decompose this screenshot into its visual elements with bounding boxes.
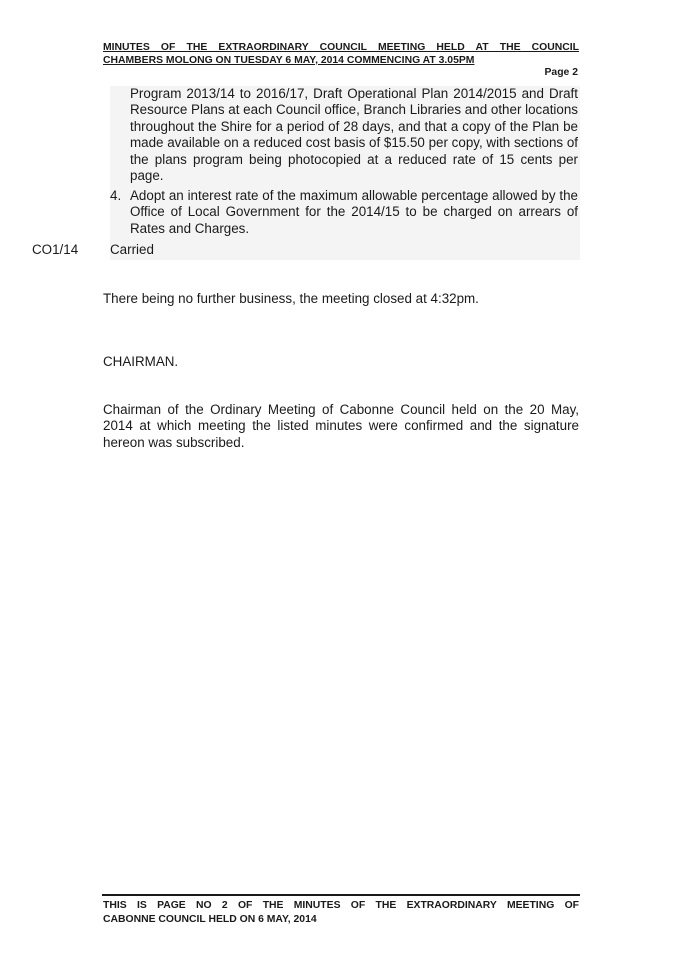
page-footer: [103, 899, 579, 927]
confirmation-paragraph: Chairman of the Ordinary Meeting of Cabonne Council held on the 20 May, 2014 at which meeting the listed minutes were confirmed and the signature hereon was subscribed.: [103, 402, 579, 450]
page-header: [103, 41, 579, 67]
resolution-reference: CO1/14: [32, 242, 79, 257]
item-4-number: 4.: [110, 188, 122, 203]
footer-line-1: THIS IS PAGE NO 2 OF THE MINUTES OF THE EXTRAORDINARY MEETING OF: [103, 900, 579, 911]
resolution-continued-text: Program 2013/14 to 2016/17, Draft Operational Plan 2014/2015 and Draft Resource Plans at each Council office, Branch Libraries and other locations throughout the Shire for a period of 28 days, and that a copy of the Plan be made available on a reduced cost basis of $15.50 per copy, with sections of the plans program being photocopied at a reduced rate of 15 cents per page.: [130, 86, 578, 184]
footer-line-2: CABONNE COUNCIL HELD ON 6 MAY, 2014: [103, 914, 317, 925]
item-4-text: Adopt an interest rate of the maximum allowable percentage allowed by the Office of Local Government for the 2014/15 to be charged on arrears of Rates and Charges.: [130, 188, 578, 236]
header-line-2: CHAMBERS MOLONG ON TUESDAY 6 MAY, 2014 COMMENCING AT 3.05PM: [103, 55, 475, 66]
footer-divider: [102, 894, 580, 896]
page-number: Page 2: [544, 67, 578, 78]
header-line-1: MINUTES OF THE EXTRAORDINARY COUNCIL MEETING HELD AT THE COUNCIL: [103, 42, 579, 53]
closing-statement: There being no further business, the meeting closed at 4:32pm.: [103, 291, 479, 306]
chairman-label: CHAIRMAN.: [103, 354, 179, 369]
resolution-status: Carried: [110, 242, 154, 257]
resolution-item-4: [110, 188, 578, 237]
